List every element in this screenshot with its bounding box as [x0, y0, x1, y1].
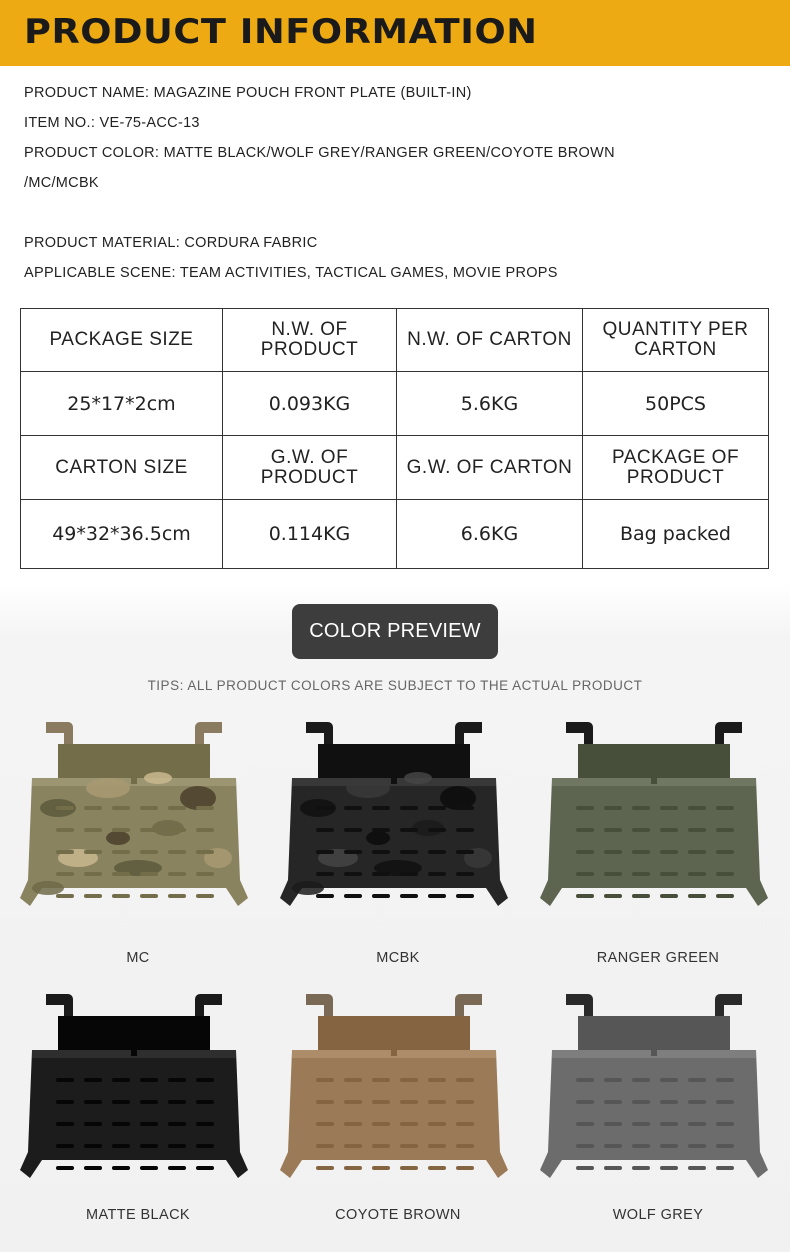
molle-slot	[56, 1100, 74, 1104]
swatch-mc	[18, 718, 250, 910]
molle-slot	[456, 1144, 474, 1148]
pouch-plate-image	[538, 718, 770, 910]
value-nw-carton: 5.6KG	[397, 372, 583, 436]
molle-slot	[688, 872, 706, 876]
hook-right	[195, 722, 222, 745]
molle-slot	[344, 828, 362, 832]
molle-slot	[604, 850, 622, 854]
molle-slot	[716, 1144, 734, 1148]
molle-slot	[140, 1166, 158, 1170]
plate-body	[540, 1050, 768, 1178]
molle-slot	[576, 828, 594, 832]
molle-slot	[716, 1166, 734, 1170]
header-package-of-product: PACKAGE OF PRODUCT	[583, 436, 769, 500]
molle-slot	[576, 1078, 594, 1082]
molle-slot	[456, 828, 474, 832]
caption-coyote-brown: COYOTE BROWN	[335, 1207, 461, 1223]
molle-slot	[56, 1166, 74, 1170]
molle-slot	[316, 1166, 334, 1170]
molle-slot	[428, 1166, 446, 1170]
molle-slot	[316, 1100, 334, 1104]
molle-slot	[604, 894, 622, 898]
molle-slot	[688, 1144, 706, 1148]
molle-slot	[56, 894, 74, 898]
molle-slot	[344, 806, 362, 810]
hook-left	[306, 722, 333, 745]
molle-slot	[168, 1100, 186, 1104]
molle-slot	[660, 872, 678, 876]
molle-slot	[112, 1122, 130, 1126]
molle-slot	[688, 1078, 706, 1082]
pouch-plate-image	[278, 718, 510, 910]
molle-slot	[112, 872, 130, 876]
product-material: PRODUCT MATERIAL: CORDURA FABRIC	[24, 235, 318, 251]
molle-slot	[112, 806, 130, 810]
molle-slot	[660, 1078, 678, 1082]
molle-slot	[400, 1144, 418, 1148]
molle-slot	[168, 1078, 186, 1082]
molle-slot	[168, 806, 186, 810]
molle-slot	[112, 1078, 130, 1082]
molle-slot	[344, 1122, 362, 1126]
molle-slot	[168, 872, 186, 876]
header-package-size: PACKAGE SIZE	[21, 309, 223, 372]
molle-slot	[688, 1100, 706, 1104]
swatch-ranger-green	[538, 718, 770, 910]
molle-slot	[456, 872, 474, 876]
header-carton-size: CARTON SIZE	[21, 436, 223, 500]
hook-right	[715, 994, 742, 1017]
molle-slot	[84, 806, 102, 810]
molle-slot	[140, 850, 158, 854]
molle-slot	[428, 1078, 446, 1082]
pouch-plate-image	[18, 718, 250, 910]
hook-right	[715, 722, 742, 745]
caption-mcbk: MCBK	[376, 950, 420, 966]
header-banner	[0, 0, 790, 66]
molle-slot	[84, 1144, 102, 1148]
molle-slot	[688, 828, 706, 832]
value-package-of-product: Bag packed	[583, 500, 769, 569]
molle-slot	[140, 1144, 158, 1148]
molle-slot	[604, 1122, 622, 1126]
molle-slot	[604, 1166, 622, 1170]
molle-slot	[372, 872, 390, 876]
molle-slot	[456, 1166, 474, 1170]
molle-slot	[140, 1122, 158, 1126]
molle-slot	[112, 894, 130, 898]
table-row	[21, 436, 769, 500]
molle-slot	[456, 894, 474, 898]
molle-slot	[400, 1122, 418, 1126]
page-title: PRODUCT INFORMATION	[24, 12, 538, 52]
molle-slot	[716, 894, 734, 898]
molle-slot	[400, 1078, 418, 1082]
molle-slot	[168, 828, 186, 832]
hook-left	[566, 994, 593, 1017]
molle-slot	[196, 1166, 214, 1170]
header-nw-carton: N.W. OF CARTON	[397, 309, 583, 372]
product-info	[24, 80, 764, 290]
molle-slot	[716, 850, 734, 854]
molle-slot	[168, 850, 186, 854]
plate-body	[280, 1050, 508, 1178]
molle-slot	[344, 894, 362, 898]
molle-slot	[660, 1166, 678, 1170]
molle-slot	[456, 806, 474, 810]
molle-slot	[316, 1078, 334, 1082]
molle-slot	[716, 806, 734, 810]
molle-slot	[344, 850, 362, 854]
pouch-plate-image	[18, 990, 250, 1182]
molle-slot	[632, 850, 650, 854]
molle-slot	[456, 1078, 474, 1082]
molle-slot	[84, 1078, 102, 1082]
molle-slot	[428, 1122, 446, 1126]
molle-slot	[140, 1078, 158, 1082]
molle-slot	[428, 806, 446, 810]
molle-slot	[400, 850, 418, 854]
hook-left	[46, 994, 73, 1017]
molle-slot	[576, 1100, 594, 1104]
molle-slot	[428, 872, 446, 876]
molle-slot	[576, 1122, 594, 1126]
molle-slot	[660, 828, 678, 832]
molle-slot	[196, 1078, 214, 1082]
molle-slot	[56, 806, 74, 810]
molle-slot	[84, 872, 102, 876]
molle-slot	[316, 894, 334, 898]
molle-slot	[112, 828, 130, 832]
molle-slot	[196, 806, 214, 810]
molle-slot	[316, 828, 334, 832]
molle-slot	[140, 1100, 158, 1104]
molle-slot	[632, 806, 650, 810]
molle-slot	[660, 894, 678, 898]
molle-slot	[140, 894, 158, 898]
molle-slot	[84, 1100, 102, 1104]
molle-slot	[688, 1122, 706, 1126]
header-gw-product: G.W. OF PRODUCT	[223, 436, 397, 500]
molle-slot	[140, 872, 158, 876]
molle-slot	[112, 1100, 130, 1104]
molle-slot	[632, 1078, 650, 1082]
molle-slot	[316, 872, 334, 876]
hook-right	[455, 722, 482, 745]
molle-slot	[84, 894, 102, 898]
molle-slot	[56, 1078, 74, 1082]
hook-left	[566, 722, 593, 745]
applicable-scene: APPLICABLE SCENE: TEAM ACTIVITIES, TACTICAL GAMES, MOVIE PROPS	[24, 265, 558, 281]
molle-slot	[56, 872, 74, 876]
molle-slot	[140, 828, 158, 832]
molle-slot	[660, 1144, 678, 1148]
molle-slot	[112, 1144, 130, 1148]
value-carton-size: 49*32*36.5cm	[21, 500, 223, 569]
header-quantity-per-carton: QUANTITY PER CARTON	[583, 309, 769, 372]
molle-slot	[344, 1166, 362, 1170]
molle-slot	[576, 1144, 594, 1148]
molle-slot	[576, 894, 594, 898]
molle-slot	[632, 1122, 650, 1126]
molle-slot	[456, 1100, 474, 1104]
molle-slot	[196, 1144, 214, 1148]
molle-slot	[632, 1166, 650, 1170]
product-color-continued: /MC/MCBK	[24, 175, 99, 191]
molle-slot	[344, 1100, 362, 1104]
molle-slot	[56, 828, 74, 832]
molle-slot	[168, 1144, 186, 1148]
hook-left	[46, 722, 73, 745]
molle-slot	[140, 806, 158, 810]
table-row	[21, 309, 769, 372]
molle-slot	[168, 1166, 186, 1170]
molle-slot	[428, 1144, 446, 1148]
value-gw-product: 0.114KG	[223, 500, 397, 569]
product-color: PRODUCT COLOR: MATTE BLACK/WOLF GREY/RANGER GREEN/COYOTE BROWN	[24, 145, 615, 161]
molle-slot	[688, 850, 706, 854]
molle-slot	[372, 1166, 390, 1170]
molle-slot	[632, 872, 650, 876]
molle-slot	[632, 1100, 650, 1104]
hook-left	[306, 994, 333, 1017]
plate-body	[20, 1050, 248, 1178]
molle-slot	[372, 806, 390, 810]
specs-table	[20, 308, 769, 569]
molle-slot	[56, 850, 74, 854]
molle-slot	[196, 872, 214, 876]
product-name: PRODUCT NAME: MAGAZINE POUCH FRONT PLATE (BUILT-IN)	[24, 85, 472, 101]
caption-ranger-green: RANGER GREEN	[596, 950, 720, 966]
molle-slot	[316, 850, 334, 854]
molle-slot	[716, 1122, 734, 1126]
molle-slot	[660, 806, 678, 810]
molle-slot	[56, 1144, 74, 1148]
molle-slot	[660, 850, 678, 854]
color-preview-button[interactable]: COLOR PREVIEW	[292, 604, 498, 659]
molle-slot	[400, 872, 418, 876]
value-package-size: 25*17*2cm	[21, 372, 223, 436]
molle-slot	[576, 872, 594, 876]
pouch-plate-image	[278, 990, 510, 1182]
molle-slot	[372, 1144, 390, 1148]
molle-slot	[196, 1122, 214, 1126]
molle-slot	[372, 828, 390, 832]
value-quantity-per-carton: 50PCS	[583, 372, 769, 436]
molle-slot	[344, 1078, 362, 1082]
molle-slot	[372, 894, 390, 898]
molle-slot	[632, 1144, 650, 1148]
molle-slot	[660, 1122, 678, 1126]
molle-slot	[56, 1122, 74, 1126]
molle-slot	[196, 850, 214, 854]
molle-slot	[84, 850, 102, 854]
caption-matte-black: MATTE BLACK	[85, 1207, 191, 1223]
hook-right	[195, 994, 222, 1017]
molle-slot	[456, 1122, 474, 1126]
molle-slot	[604, 828, 622, 832]
molle-slot	[316, 1144, 334, 1148]
molle-slot	[400, 828, 418, 832]
molle-slot	[688, 1166, 706, 1170]
molle-slot	[456, 850, 474, 854]
molle-slot	[576, 850, 594, 854]
molle-slot	[196, 1100, 214, 1104]
molle-slot	[660, 1100, 678, 1104]
molle-slot	[716, 1100, 734, 1104]
molle-slot	[576, 806, 594, 810]
molle-slot	[604, 806, 622, 810]
molle-slot	[604, 1078, 622, 1082]
molle-slot	[604, 1100, 622, 1104]
hook-right	[455, 994, 482, 1017]
molle-slot	[344, 872, 362, 876]
molle-slot	[84, 828, 102, 832]
header-gw-carton: G.W. OF CARTON	[397, 436, 583, 500]
molle-slot	[428, 828, 446, 832]
swatch-mcbk	[278, 718, 510, 910]
plate-body	[540, 778, 768, 906]
molle-slot	[632, 894, 650, 898]
tips-text: TIPS: ALL PRODUCT COLORS ARE SUBJECT TO THE ACTUAL PRODUCT	[147, 678, 643, 693]
molle-slot	[196, 894, 214, 898]
molle-slot	[400, 1100, 418, 1104]
molle-slot	[84, 1166, 102, 1170]
molle-slot	[84, 1122, 102, 1126]
molle-slot	[716, 872, 734, 876]
molle-slot	[400, 894, 418, 898]
molle-slot	[372, 1122, 390, 1126]
pouch-plate-image	[538, 990, 770, 1182]
molle-slot	[400, 806, 418, 810]
value-gw-carton: 6.6KG	[397, 500, 583, 569]
molle-slot	[168, 894, 186, 898]
molle-slot	[576, 1166, 594, 1170]
molle-slot	[112, 850, 130, 854]
swatch-wolf-grey	[538, 990, 770, 1182]
molle-slot	[112, 1166, 130, 1170]
molle-slot	[604, 1144, 622, 1148]
swatch-coyote-brown	[278, 990, 510, 1182]
molle-slot	[372, 1078, 390, 1082]
molle-slot	[196, 828, 214, 832]
table-row	[21, 500, 769, 569]
item-number: ITEM NO.: VE-75-ACC-13	[24, 115, 200, 131]
molle-slot	[372, 1100, 390, 1104]
molle-slot	[316, 1122, 334, 1126]
molle-slot	[372, 850, 390, 854]
header-nw-product: N.W. OF PRODUCT	[223, 309, 397, 372]
value-nw-product: 0.093KG	[223, 372, 397, 436]
swatch-matte-black	[18, 990, 250, 1182]
table-row	[21, 372, 769, 436]
molle-slot	[716, 828, 734, 832]
molle-slot	[688, 894, 706, 898]
molle-slot	[716, 1078, 734, 1082]
molle-slot	[168, 1122, 186, 1126]
molle-slot	[428, 894, 446, 898]
molle-slot	[632, 828, 650, 832]
caption-mc: MC	[126, 950, 150, 966]
molle-slot	[400, 1166, 418, 1170]
molle-slot	[688, 806, 706, 810]
molle-slot	[316, 806, 334, 810]
molle-slot	[604, 872, 622, 876]
molle-slot	[428, 850, 446, 854]
molle-slot	[344, 1144, 362, 1148]
molle-slot	[428, 1100, 446, 1104]
caption-wolf-grey: WOLF GREY	[612, 1207, 704, 1223]
